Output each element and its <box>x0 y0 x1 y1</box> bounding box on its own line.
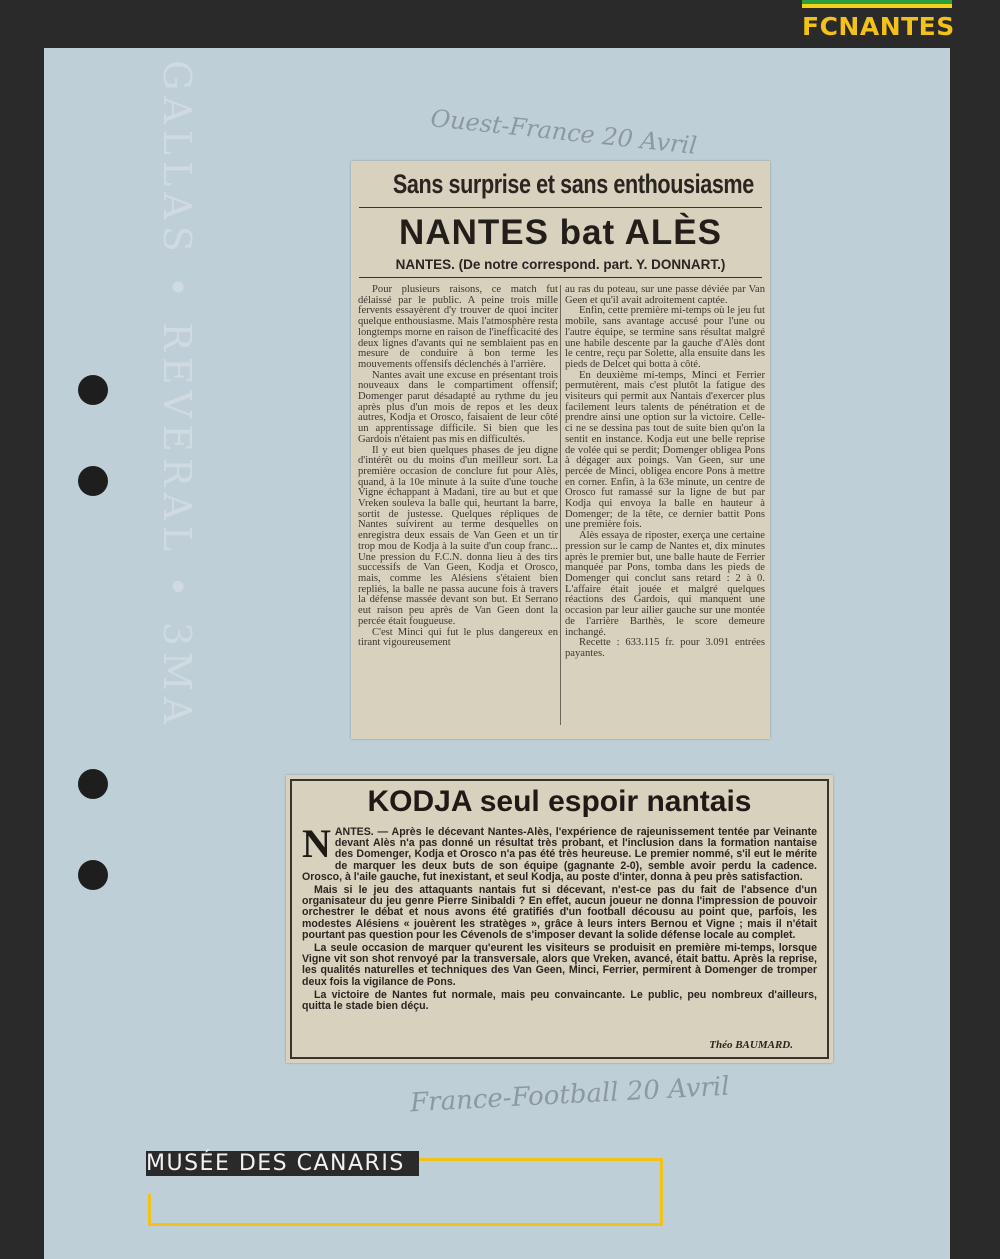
clipping-2-headline: KODJA seul espoir nantais <box>367 785 752 818</box>
rule <box>359 277 762 278</box>
paragraph: Enfin, cette première mi-temps où le jeu fut mobile, sans avantage accusé pour l'une ou l'autre équipe, se termine sans résultat malgré une habile descente par la gauche d'Alès dont le centre, reçu par Solette, alla ensuite dans les pieds de Delcet qui botta à côté. <box>565 305 765 370</box>
paragraph: En deuxième mi-temps, Minci et Ferrier permutèrent, mais c'est plutôt la fatigue des visiteurs qui permit aux Nantais d'exercer plus facilement leurs talents de pénétration et de prendre ainsi une option sur la victoire. Celle-ci ne se dessina pas tout de suite bien qu'on la sentit en instance. Kodja eut une belle reprise de volée qui se perdit; Domenger obligea Pons à dégager aux poings. Van Geen, sur une percée de Minci, obligea encore Pons à mettre en corner. Enfin, à la 63e minute, un centre de Orosco fut ramassé sur la ligne de but par Kodja qui envoya la balle en hauteur à Domenger; de la tête, ce dernier battit Pons une première fois. <box>565 369 765 531</box>
paragraph: au ras du poteau, sur une passe déviée par Van Geen et qu'il avait adroitement captée. <box>565 284 765 306</box>
handwritten-note-top: Ouest-France 20 Avril <box>429 104 699 160</box>
paragraph: La seule occasion de marquer qu'eurent les visiteurs se produisit en première mi-temps, lorsque Vigne vit son shot renvoyé par la transversale, alors que Vreken, avancé, était battu. Après la reprise, les qualités naturelles et techniques des Van Geen, Minci, Ferrier, permirent à Domenger de tromper deux fois la vigilance de Pons. <box>302 942 817 988</box>
paragraph: Alès essaya de riposter, exerça une certaine pression sur le camp de Nantes et, dix minutes après le premier but, une balle haute de Ferrier manquée par Pons, tomba dans les pieds de Domenger qui conclut sans retard : 2 à 0. L'affaire était jouée et malgré quelques réactions des Gardois, qui manquent une occasion par leur ailier gauche sur une montée de l'arrière Barthès, le score demeure inchangé. <box>565 530 765 638</box>
rule <box>359 207 762 208</box>
newspaper-clipping-1 <box>351 161 770 739</box>
paragraph: La victoire de Nantes fut normale, mais peu convaincante. Le public, peu nombreux d'ailleurs, quitta le stade bien déçu. <box>302 988 817 1013</box>
column-divider <box>560 285 561 725</box>
clipping-1-column-2 <box>565 285 765 660</box>
paragraph: Il y eut bien quelques phases de jeu digne d'intérêt ou du moins d'un meilleur sort. La première occasion de conclure fut pour Alès, quand, à la 10e minute à la suite d'une touche Vigne échappant à Madani, tire au but et que Vreken souleva la balle qui, heurtant la barre, sortit de justesse. Quelques répliques de Nantes suivirent au terme desquelles on enregistra deux essais de Van Geen et un tir trop mou de Kodja à la suite d'un coup franc... Une pression du F.C.N. donna lieu à des tirs successifs de Van Geen, Kodja et Orosco, mais, comme les Alésiens s'étaient bien repliés, la balle ne passa aucune fois à travers la défense massée devant son but. Et Serrano eut raison peu après de Van Geen dont la percée était fougueuse. <box>358 444 558 627</box>
clipping-1-dateline: NANTES. (De notre correspond. part. Y. DONNART.) <box>395 257 726 272</box>
paragraph: C'est Minci qui fut le plus dangereux en tirant vigoureusement <box>358 626 558 649</box>
binder-hole <box>78 466 108 496</box>
clipping-2-signature: Théo BAUMARD. <box>709 1039 793 1051</box>
binder-hole <box>78 375 108 405</box>
clipping-1-column-1 <box>358 285 558 649</box>
paragraph <box>302 821 817 883</box>
faded-side-text: GALLAS • REVERAL • 3MA <box>155 60 199 731</box>
paragraph: Pour plusieurs raisons, ce match fut délaissé par le public. A peine trois mille fervents essayèrent d'y trouver de quoi inciter quelque enthousiasme. Mais l'atmosphère resta longtemps morne en raison de l'inefficacité des deux lignes d'avants qui ne semblaient pas en mesure de conduire à bon terme les mouvements offensifs déclenchés à l'arrière. <box>358 284 558 370</box>
binder-hole <box>78 860 108 890</box>
paragraph: Mais si le jeu des attaquants nantais fut si décevant, n'est-ce pas du fait de l'absence d'un organisateur du jeu genre Pierre Sinibaldi ? En effet, aucun joueur ne donna l'impression de pouvoir orchestrer le débat et nous avons été gratifiés d'un football décousu au point que, parfois, les modestes Alésiens « jouèrent les stratèges », grâce à leurs inters Bernou et Vigne ; mais il n'était pourtant pas question pour les Cévenols de s'imposer devant la solide défense locale au complet. <box>302 884 817 941</box>
paragraph-text: ANTES. — Après le décevant Nantes-Alès, l'expérience de rajeunissement tentée par Veinante devant Alès n'a pas donné un résultat très probant, et l'inclusion dans la formation nantaise des Domenger, Kodja et Orosco n'a pas été très heureuse. Le premier nommé, s'il eut le mérite de marquer les deux buts de son équipe (gagnante 2-0), semble avoir perdu la cadence. Orosco, à l'aile gauche, fut inexistant, et seul Kodja, au poste d'inter, donna à peu près satisfaction. <box>302 826 817 883</box>
clipping-1-kicker: Sans surprise et sans enthousiasme <box>392 169 754 199</box>
brand-bar-yellow <box>802 4 952 8</box>
brand-logo-text: FCNANTES <box>802 12 955 41</box>
binder-hole <box>78 769 108 799</box>
paragraph: Nantes avait une excuse en présentant trois nouveaux dans le compartiment offensif; Domenger parut désadapté au rythme du jeu après plus d'un mois de repos et les deux autres, Kodja et Orosco, faisaient de leur côté un apprentissage difficile. Si bien que les Gardois n'étaient pas mis en difficultés. <box>358 369 558 445</box>
drop-cap: N <box>302 821 331 866</box>
clipping-2-body <box>302 821 817 1014</box>
newspaper-clipping-2 <box>286 775 833 1063</box>
handwritten-note-bottom: France-Football 20 Avril <box>409 1071 731 1119</box>
clipping-1-headline: NANTES bat ALÈS <box>399 213 722 252</box>
paragraph: Recette : 633.115 fr. pour 3.091 entrées payantes. <box>565 637 765 659</box>
museum-label-frame-left <box>148 1194 151 1224</box>
museum-label: MUSÉE DES CANARIS <box>146 1151 419 1176</box>
